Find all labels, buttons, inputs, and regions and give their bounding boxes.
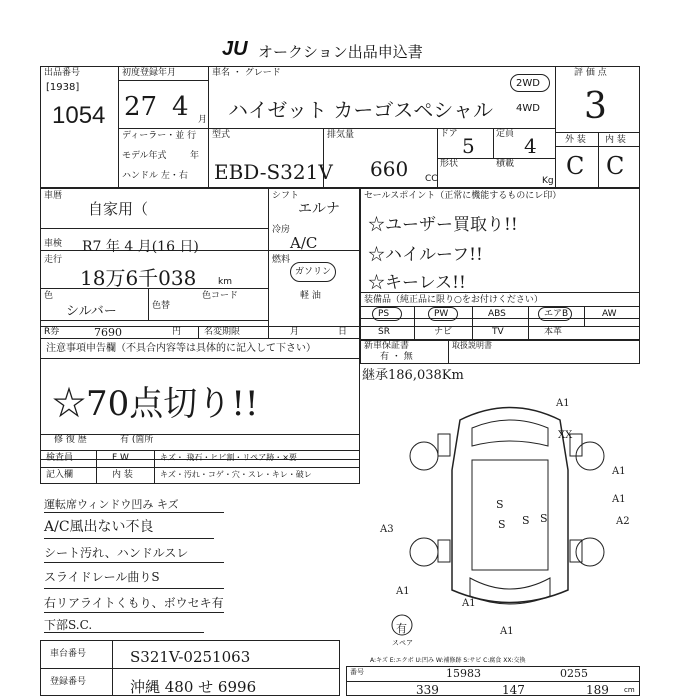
warranty-label: 新車保証書 (364, 341, 410, 351)
mark-s-4: S (540, 512, 548, 525)
handle-label: ハンドル 左・右 (122, 171, 188, 181)
diagram-legend: A:キズ E:エクボ U:凹み W:補修跡 S:サビ C:腐食 XX:交換 (370, 657, 526, 664)
lot-number: 1054 (52, 102, 106, 129)
inspector-line-3: シート汚れ、ハンドルスレ (44, 546, 189, 560)
mark-s-1: S (498, 518, 506, 531)
mark-s-3: S (522, 514, 530, 527)
mark-a1-top: A1 (556, 398, 570, 409)
main-frame (40, 66, 640, 188)
recycle-label: R券 (44, 327, 60, 337)
dims-value-1: 15983 (446, 667, 481, 680)
mark-a2: A2 (616, 516, 630, 527)
history-label: 車暦 (44, 191, 63, 201)
int-value: C (606, 152, 625, 180)
plate-value: 沖縄 480 せ 6996 (130, 678, 257, 696)
color-value: シルバー (66, 304, 117, 319)
spare-label: スペア (392, 639, 413, 647)
equip-ps: PS (378, 309, 390, 319)
lot-sub: [1938] (46, 82, 80, 93)
dims-label: 番号 (350, 668, 364, 676)
equip-pw-circle (428, 307, 458, 321)
grade-label: 評 価 点 (574, 68, 607, 78)
car-name: ハイゼット カーゴスペシャル (228, 98, 493, 122)
inspector-line-4: スライドレール曲りS (44, 570, 160, 584)
plate-label: 登録番号 (50, 677, 87, 687)
equip-tv: TV (492, 327, 504, 337)
equip-aw: AW (602, 309, 617, 319)
naiso-text: キズ・汚れ・コゲ・穴・スレ・キレ・破レ (160, 470, 312, 479)
lot-label: 出品番号 (44, 68, 81, 78)
meigi-label: 名変期限 (204, 327, 241, 337)
model-year-label: モデル年式 (122, 151, 167, 161)
color-label: 色 (44, 291, 54, 301)
load-label: 積載 (496, 159, 515, 169)
drive-4wd: 4WD (516, 103, 540, 114)
km-unit: km (218, 277, 232, 287)
equip-leather: 本革 (544, 327, 563, 337)
int-label: 内 装 (605, 135, 626, 145)
mark-a1-left: A1 (396, 586, 410, 597)
logo: JU (222, 38, 248, 60)
inspection-label-2: 記入欄 (46, 470, 74, 480)
kg-unit: Kg (542, 176, 554, 186)
warranty-value: 有 ・ 無 (380, 352, 413, 362)
dims-cm: cm (624, 686, 635, 694)
dealer-label: ディーラー・並 行 (122, 131, 197, 141)
equip-sr: SR (378, 327, 390, 337)
equip-ps-circle (372, 307, 402, 321)
chassis-label: 車台番号 (50, 649, 87, 659)
mileage-note: 継承186,038Km (362, 368, 464, 383)
fw-label: F W (112, 453, 129, 463)
history-value: 自家用（ (88, 200, 149, 218)
inspection-label-1: 検査員 (46, 453, 74, 463)
shift-label: シフト (272, 191, 300, 201)
mark-a1-bottom: A1 (500, 626, 514, 637)
color-change-label: 色替 (152, 301, 171, 311)
inspector-line-5: 右リアライトくもり、ボウセキ有 (44, 596, 224, 610)
equip-navi: ナビ (434, 327, 453, 337)
meigi-day: 日 (338, 327, 348, 337)
form-title: オークション出品申込書 (258, 43, 423, 61)
fuel-oil: 軽 油 (300, 291, 321, 301)
grade-value: 3 (584, 86, 607, 127)
fw-text: キズ・ 飛石・ヒビ割・リペア跡・×要 (160, 453, 297, 462)
fuel-label: 燃料 (272, 255, 291, 265)
reg-year: 27 (124, 92, 158, 122)
displacement-label: 排気量 (327, 130, 355, 140)
displacement-value: 660 (370, 157, 409, 181)
yen-unit: 円 (172, 327, 182, 337)
shape-label: 形状 (440, 159, 459, 169)
naiso-label: 内 装 (112, 470, 133, 480)
equip-abs: ABS (488, 309, 506, 319)
mark-a1-right-1: A1 (612, 466, 626, 477)
drive-2wd: 2WD (516, 78, 540, 89)
shift-value: エルナ (298, 201, 340, 217)
model-year-unit: 年 (190, 151, 200, 161)
ac-label: 冷房 (272, 225, 291, 235)
chassis-value: S321V-0251063 (130, 648, 251, 666)
equip-airbag-circle (538, 307, 572, 321)
name-label: 車名 ・ グレード (212, 68, 281, 78)
car-diagram (380, 390, 640, 645)
door-value: 5 (462, 134, 475, 158)
reg-label: 初度登録年月 (122, 68, 177, 78)
mark-a1-right-2: A1 (612, 494, 626, 505)
repair-label: 修 復 歴 (54, 435, 87, 445)
type-value: EBD-S321V (214, 160, 333, 184)
type-label: 型式 (212, 130, 231, 140)
dims-value-2: 0255 (560, 667, 588, 680)
sales-line-3: ☆キーレス!! (368, 273, 466, 293)
ac-value: A/C (290, 234, 318, 252)
mark-a3: A3 (380, 524, 394, 535)
inspector-line-2: A/C風出ない不良 (44, 519, 154, 535)
sales-line-2: ☆ハイルーフ!! (368, 245, 483, 265)
ext-value: C (566, 152, 585, 180)
ext-label: 外 装 (565, 135, 586, 145)
cc-unit: CC (425, 174, 438, 184)
recycle-value: 7690 (94, 326, 122, 339)
dims-length: 339 (416, 683, 439, 697)
dims-height: 189 (586, 683, 609, 697)
mark-s-2: S (496, 498, 504, 511)
equip-pw: PW (434, 309, 449, 319)
sales-line-1: ☆ユーザー買取り!! (368, 215, 518, 235)
sales-label: セールスポイント（正常に機能するものにレ印） (364, 191, 562, 201)
dims-width: 147 (502, 683, 525, 697)
notes-label: 注意事項申告欄（不具合内容等は具体的に記入して下さい） (46, 343, 316, 354)
repair-value: 有 (箇所 (120, 435, 154, 445)
mark-xx: XX (558, 430, 573, 441)
capacity-label: 定員 (496, 129, 515, 139)
color-code-label: 色コード (202, 291, 239, 301)
meigi-month: 月 (290, 327, 300, 337)
reg-month: 4 (172, 92, 189, 122)
equipment-label: 装備品（純正品に限り○をお付けください） (364, 295, 543, 305)
fuel-gas: ガソリン (295, 267, 332, 277)
inspector-line-6: 下部S.C. (44, 618, 93, 632)
book-label: 取扱説明書 (452, 341, 492, 350)
spare-value: 有 (396, 622, 407, 635)
shaken-label: 車検 (44, 239, 63, 249)
inspector-line-1: 運転席ウィンドウ凹み キズ (44, 498, 179, 511)
capacity-value: 4 (524, 134, 537, 158)
door-label: ドア (440, 129, 458, 139)
equip-airbag: エアB (544, 309, 569, 319)
mark-a1-front: A1 (462, 598, 476, 609)
shaken-value: R7 年 4 月(16 日) (82, 239, 199, 255)
mileage-label: 走行 (44, 255, 63, 265)
notes-value: ☆70点切り!! (52, 384, 259, 424)
month-unit: 月 (198, 115, 208, 125)
mileage-value: 18万6千038 (80, 266, 197, 290)
